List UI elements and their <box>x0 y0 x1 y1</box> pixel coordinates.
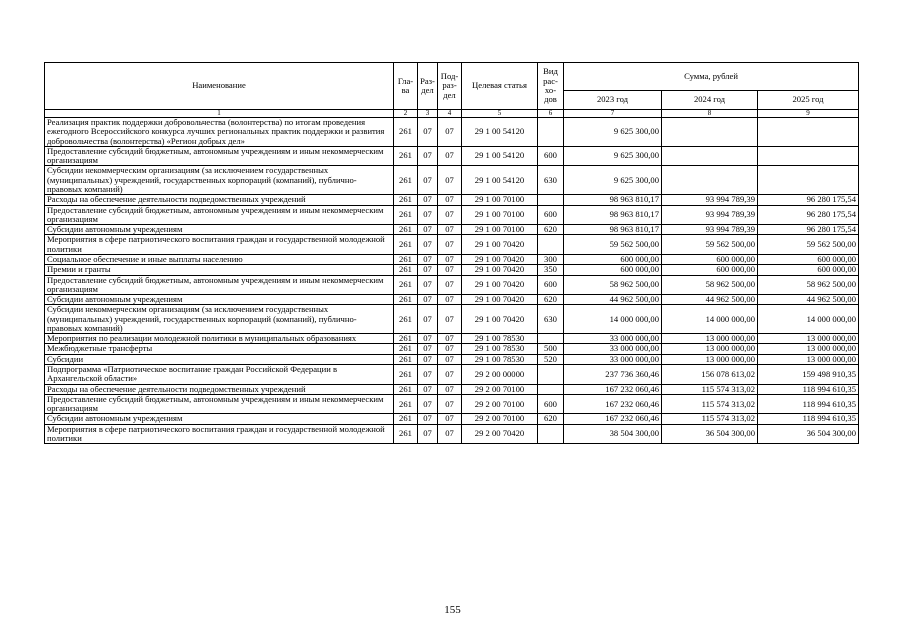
row-sum-2023: 9 625 300,00 <box>564 118 662 147</box>
table-row <box>45 235 859 255</box>
row-glava: 261 <box>394 394 418 414</box>
table-row <box>45 275 859 295</box>
row-sum-2025: 118 994 610,35 <box>758 394 859 414</box>
row-target: 29 1 00 78530 <box>462 354 538 364</box>
row-podrazdel: 07 <box>438 205 462 225</box>
row-glava: 261 <box>394 334 418 344</box>
row-vid: 630 <box>538 305 564 334</box>
row-target: 29 1 00 70420 <box>462 235 538 255</box>
row-podrazdel: 07 <box>438 195 462 205</box>
row-name: Мероприятия в сфере патриотического воспитания граждан и государственной молодежной политики <box>45 235 394 255</box>
row-podrazdel: 07 <box>438 354 462 364</box>
row-sum-2025: 96 280 175,54 <box>758 205 859 225</box>
row-glava: 261 <box>394 118 418 147</box>
row-sum-2023: 33 000 000,00 <box>564 334 662 344</box>
row-vid <box>538 195 564 205</box>
row-razdel: 07 <box>418 384 438 394</box>
row-sum-2024: 13 000 000,00 <box>662 354 758 364</box>
row-sum-2024: 93 994 789,39 <box>662 195 758 205</box>
row-name: Предоставление субсидий бюджетным, автономным учреждениям и иным некоммерческим организациям <box>45 146 394 166</box>
row-glava: 261 <box>394 365 418 385</box>
row-name: Мероприятия по реализации молодежной политики в муниципальных образованиях <box>45 334 394 344</box>
table-row <box>45 265 859 275</box>
row-vid: 300 <box>538 254 564 264</box>
table-row <box>45 365 859 385</box>
row-razdel: 07 <box>418 414 438 424</box>
column-number: 1 <box>45 110 394 118</box>
row-vid: 520 <box>538 354 564 364</box>
row-sum-2025: 600 000,00 <box>758 254 859 264</box>
row-name: Субсидии автономным учреждениям <box>45 414 394 424</box>
row-sum-2023: 167 232 060,46 <box>564 394 662 414</box>
row-sum-2023: 58 962 500,00 <box>564 275 662 295</box>
row-glava: 261 <box>394 414 418 424</box>
row-sum-2025 <box>758 118 859 147</box>
row-vid <box>538 235 564 255</box>
row-target: 29 1 00 70100 <box>462 205 538 225</box>
row-name: Предоставление субсидий бюджетным, автономным учреждениям и иным некоммерческим организациям <box>45 394 394 414</box>
row-vid: 600 <box>538 275 564 295</box>
header-sum: Сумма, рублей <box>564 63 859 91</box>
row-sum-2023: 167 232 060,46 <box>564 384 662 394</box>
table-row <box>45 334 859 344</box>
row-vid <box>538 384 564 394</box>
row-target: 29 1 00 54120 <box>462 146 538 166</box>
row-glava: 261 <box>394 265 418 275</box>
row-sum-2024: 600 000,00 <box>662 254 758 264</box>
row-name: Субсидии автономным учреждениям <box>45 225 394 235</box>
row-sum-2024 <box>662 166 758 195</box>
row-razdel: 07 <box>418 394 438 414</box>
table-row <box>45 394 859 414</box>
row-podrazdel: 07 <box>438 344 462 354</box>
row-target: 29 1 00 78530 <box>462 334 538 344</box>
row-razdel: 07 <box>418 295 438 305</box>
row-sum-2023: 9 625 300,00 <box>564 166 662 195</box>
row-sum-2025: 13 000 000,00 <box>758 334 859 344</box>
row-podrazdel: 07 <box>438 146 462 166</box>
row-razdel: 07 <box>418 118 438 147</box>
row-sum-2023: 9 625 300,00 <box>564 146 662 166</box>
table-row <box>45 344 859 354</box>
row-razdel: 07 <box>418 424 438 444</box>
row-glava: 261 <box>394 384 418 394</box>
row-vid: 350 <box>538 265 564 275</box>
row-target: 29 1 00 70420 <box>462 305 538 334</box>
row-target: 29 1 00 54120 <box>462 118 538 147</box>
table-row <box>45 384 859 394</box>
row-target: 29 1 00 70420 <box>462 265 538 275</box>
row-sum-2023: 600 000,00 <box>564 265 662 275</box>
row-sum-2024: 115 574 313,02 <box>662 414 758 424</box>
row-name: Субсидии некоммерческим организациям (за исключением государственных (муниципальных) учреждений, государственных корпораций (компаний), публично-правовых компаний) <box>45 166 394 195</box>
row-vid: 620 <box>538 414 564 424</box>
row-vid <box>538 118 564 147</box>
row-target: 29 2 00 70100 <box>462 394 538 414</box>
row-podrazdel: 07 <box>438 265 462 275</box>
row-sum-2023: 98 963 810,17 <box>564 205 662 225</box>
row-name: Межбюджетные трансферты <box>45 344 394 354</box>
row-sum-2025 <box>758 146 859 166</box>
row-podrazdel: 07 <box>438 424 462 444</box>
row-sum-2024: 115 574 313,02 <box>662 394 758 414</box>
column-number: 6 <box>538 110 564 118</box>
column-number: 7 <box>564 110 662 118</box>
row-glava: 261 <box>394 205 418 225</box>
row-sum-2025: 13 000 000,00 <box>758 344 859 354</box>
row-name: Мероприятия в сфере патриотического воспитания граждан и государственной молодежной политики <box>45 424 394 444</box>
row-podrazdel: 07 <box>438 235 462 255</box>
row-target: 29 2 00 70100 <box>462 414 538 424</box>
row-podrazdel: 07 <box>438 394 462 414</box>
row-razdel: 07 <box>418 166 438 195</box>
row-razdel: 07 <box>418 344 438 354</box>
row-sum-2023: 44 962 500,00 <box>564 295 662 305</box>
row-name: Субсидии некоммерческим организациям (за исключением государственных (муниципальных) учреждений, государственных корпораций (компаний), публично-правовых компаний) <box>45 305 394 334</box>
row-sum-2023: 14 000 000,00 <box>564 305 662 334</box>
header-glava: Гла-ва <box>394 63 418 110</box>
budget-table <box>44 62 859 444</box>
row-sum-2025: 600 000,00 <box>758 265 859 275</box>
row-sum-2025: 159 498 910,35 <box>758 365 859 385</box>
table-row <box>45 118 859 147</box>
row-vid <box>538 365 564 385</box>
table-row <box>45 414 859 424</box>
row-sum-2024 <box>662 118 758 147</box>
table-row <box>45 254 859 264</box>
row-sum-2023: 98 963 810,17 <box>564 225 662 235</box>
row-sum-2023: 167 232 060,46 <box>564 414 662 424</box>
row-sum-2025 <box>758 166 859 195</box>
row-vid: 630 <box>538 166 564 195</box>
row-name: Расходы на обеспечение деятельности подведомственных учреждений <box>45 195 394 205</box>
row-razdel: 07 <box>418 254 438 264</box>
row-glava: 261 <box>394 275 418 295</box>
row-vid: 620 <box>538 225 564 235</box>
row-vid <box>538 424 564 444</box>
row-glava: 261 <box>394 225 418 235</box>
row-sum-2025: 59 562 500,00 <box>758 235 859 255</box>
row-sum-2024 <box>662 146 758 166</box>
row-sum-2025: 36 504 300,00 <box>758 424 859 444</box>
row-razdel: 07 <box>418 354 438 364</box>
row-sum-2025: 96 280 175,54 <box>758 225 859 235</box>
table-row <box>45 166 859 195</box>
row-sum-2025: 118 994 610,35 <box>758 384 859 394</box>
row-name: Премии и гранты <box>45 265 394 275</box>
row-name: Субсидии автономным учреждениям <box>45 295 394 305</box>
row-vid: 600 <box>538 205 564 225</box>
row-vid <box>538 334 564 344</box>
row-sum-2023: 59 562 500,00 <box>564 235 662 255</box>
row-sum-2025: 14 000 000,00 <box>758 305 859 334</box>
table-row <box>45 146 859 166</box>
row-glava: 261 <box>394 424 418 444</box>
row-podrazdel: 07 <box>438 166 462 195</box>
row-sum-2024: 59 562 500,00 <box>662 235 758 255</box>
row-name: Предоставление субсидий бюджетным, автономным учреждениям и иным некоммерческим организациям <box>45 275 394 295</box>
row-target: 29 1 00 70100 <box>462 225 538 235</box>
row-name: Реализация практик поддержки добровольчества (волонтерства) по итогам проведения ежегодного Всероссийского конкурса лучших региональных практик поддержки и развития добровольчества (волонтерства) «Регион добрых дел» <box>45 118 394 147</box>
row-sum-2024: 13 000 000,00 <box>662 334 758 344</box>
column-number: 3 <box>418 110 438 118</box>
row-target: 29 2 00 70100 <box>462 384 538 394</box>
row-sum-2023: 600 000,00 <box>564 254 662 264</box>
row-podrazdel: 07 <box>438 225 462 235</box>
row-glava: 261 <box>394 146 418 166</box>
row-sum-2025: 96 280 175,54 <box>758 195 859 205</box>
row-name: Расходы на обеспечение деятельности подведомственных учреждений <box>45 384 394 394</box>
row-name: Предоставление субсидий бюджетным, автономным учреждениям и иным некоммерческим организациям <box>45 205 394 225</box>
row-razdel: 07 <box>418 205 438 225</box>
row-razdel: 07 <box>418 305 438 334</box>
row-target: 29 2 00 00000 <box>462 365 538 385</box>
row-target: 29 1 00 78530 <box>462 344 538 354</box>
row-sum-2024: 156 078 613,02 <box>662 365 758 385</box>
row-vid: 600 <box>538 146 564 166</box>
page-number: 155 <box>444 604 461 616</box>
row-sum-2025: 118 994 610,35 <box>758 414 859 424</box>
column-number: 9 <box>758 110 859 118</box>
row-razdel: 07 <box>418 225 438 235</box>
header-razdel: Раз-дел <box>418 63 438 110</box>
row-sum-2023: 33 000 000,00 <box>564 344 662 354</box>
row-glava: 261 <box>394 254 418 264</box>
row-podrazdel: 07 <box>438 305 462 334</box>
row-glava: 261 <box>394 166 418 195</box>
row-target: 29 1 00 70420 <box>462 254 538 264</box>
table-row <box>45 295 859 305</box>
row-sum-2024: 115 574 313,02 <box>662 384 758 394</box>
row-sum-2024: 58 962 500,00 <box>662 275 758 295</box>
row-vid: 500 <box>538 344 564 354</box>
row-sum-2024: 36 504 300,00 <box>662 424 758 444</box>
row-glava: 261 <box>394 305 418 334</box>
row-podrazdel: 07 <box>438 365 462 385</box>
row-name: Социальное обеспечение и иные выплаты населению <box>45 254 394 264</box>
row-podrazdel: 07 <box>438 295 462 305</box>
row-razdel: 07 <box>418 275 438 295</box>
row-podrazdel: 07 <box>438 254 462 264</box>
row-sum-2025: 58 962 500,00 <box>758 275 859 295</box>
row-target: 29 2 00 70420 <box>462 424 538 444</box>
row-name: Подпрограмма «Патриотическое воспитание граждан Российской Федерации в Архангельской области» <box>45 365 394 385</box>
row-razdel: 07 <box>418 265 438 275</box>
header-podrazdel: Под-раз-дел <box>438 63 462 110</box>
table-row <box>45 205 859 225</box>
table-row <box>45 195 859 205</box>
column-number: 8 <box>662 110 758 118</box>
row-razdel: 07 <box>418 146 438 166</box>
row-podrazdel: 07 <box>438 275 462 295</box>
column-number: 4 <box>438 110 462 118</box>
row-glava: 261 <box>394 354 418 364</box>
header-2025: 2025 год <box>758 91 859 110</box>
table-row <box>45 225 859 235</box>
row-sum-2024: 600 000,00 <box>662 265 758 275</box>
row-glava: 261 <box>394 344 418 354</box>
row-name: Субсидии <box>45 354 394 364</box>
row-sum-2023: 38 504 300,00 <box>564 424 662 444</box>
row-glava: 261 <box>394 295 418 305</box>
row-sum-2023: 33 000 000,00 <box>564 354 662 364</box>
row-target: 29 1 00 54120 <box>462 166 538 195</box>
column-number: 2 <box>394 110 418 118</box>
row-vid: 600 <box>538 394 564 414</box>
row-sum-2024: 14 000 000,00 <box>662 305 758 334</box>
row-razdel: 07 <box>418 334 438 344</box>
row-podrazdel: 07 <box>438 334 462 344</box>
column-number: 5 <box>462 110 538 118</box>
row-sum-2025: 44 962 500,00 <box>758 295 859 305</box>
row-razdel: 07 <box>418 195 438 205</box>
row-sum-2023: 237 736 360,46 <box>564 365 662 385</box>
table-row <box>45 354 859 364</box>
row-target: 29 1 00 70420 <box>462 295 538 305</box>
row-vid: 620 <box>538 295 564 305</box>
table-row <box>45 305 859 334</box>
header-2024: 2024 год <box>662 91 758 110</box>
row-sum-2023: 98 963 810,17 <box>564 195 662 205</box>
row-podrazdel: 07 <box>438 384 462 394</box>
row-target: 29 1 00 70100 <box>462 195 538 205</box>
header-vid: Вид рас-хо-дов <box>538 63 564 110</box>
row-podrazdel: 07 <box>438 414 462 424</box>
row-sum-2024: 93 994 789,39 <box>662 225 758 235</box>
header-2023: 2023 год <box>564 91 662 110</box>
row-razdel: 07 <box>418 235 438 255</box>
header-name: Наименование <box>45 63 394 110</box>
table-row <box>45 424 859 444</box>
header-target: Целевая статья <box>462 63 538 110</box>
row-podrazdel: 07 <box>438 118 462 147</box>
row-target: 29 1 00 70420 <box>462 275 538 295</box>
row-sum-2024: 13 000 000,00 <box>662 344 758 354</box>
row-sum-2025: 13 000 000,00 <box>758 354 859 364</box>
row-glava: 261 <box>394 195 418 205</box>
row-sum-2024: 44 962 500,00 <box>662 295 758 305</box>
row-glava: 261 <box>394 235 418 255</box>
row-razdel: 07 <box>418 365 438 385</box>
row-sum-2024: 93 994 789,39 <box>662 205 758 225</box>
